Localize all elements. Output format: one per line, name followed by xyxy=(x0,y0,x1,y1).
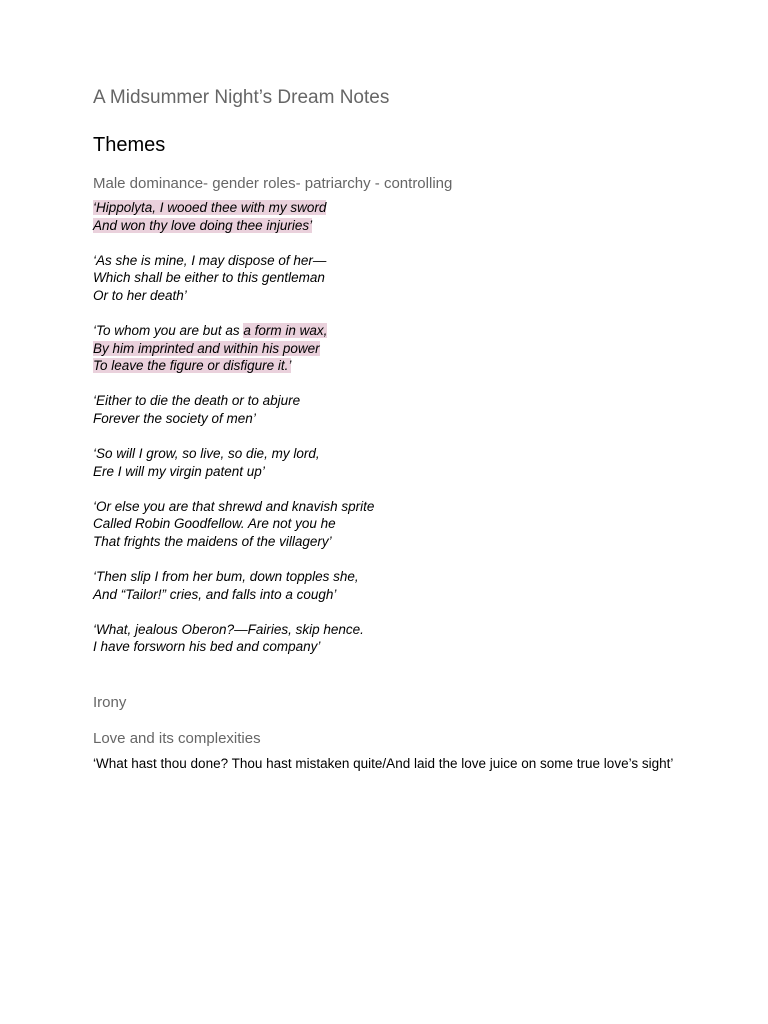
highlighted-text: To leave the figure or disfigure it.’ xyxy=(93,358,292,374)
quote-text: I have forsworn his bed and company’ xyxy=(93,639,321,655)
highlighted-text: ‘Hippolyta, I wooed thee with my sword xyxy=(93,200,327,215)
quote-text: ‘What, jealous Oberon?—Fairies, skip hence. xyxy=(93,621,364,637)
quote-line xyxy=(93,199,693,217)
irony-heading: Irony xyxy=(93,694,127,711)
quote-block xyxy=(93,199,693,234)
quote-line xyxy=(93,533,693,551)
quote-line xyxy=(93,498,693,516)
quote-text: And “Tailor!” cries, and falls into a cough’ xyxy=(93,586,337,602)
quote-text: Forever the society of men’ xyxy=(93,410,256,426)
highlighted-text: a form in wax, xyxy=(243,322,328,338)
highlighted-text: And won thy love doing thee injuries’ xyxy=(93,217,313,233)
quote-text: ‘Or else you are that shrewd and knavish sprite xyxy=(93,498,375,514)
quote-line xyxy=(93,287,693,305)
quote-block xyxy=(93,498,693,551)
quote-block xyxy=(93,252,693,305)
quote-list xyxy=(93,199,693,673)
love-heading: Love and its complexities xyxy=(93,730,261,747)
quote-text: ‘So will I grow, so live, so die, my lord, xyxy=(93,445,320,461)
quote-line xyxy=(93,586,693,604)
quote-text: Ere I will my virgin patent up’ xyxy=(93,463,265,479)
quote-line xyxy=(93,357,693,375)
quote-text: ‘Either to die the death or to abjure xyxy=(93,393,301,409)
quote-line xyxy=(93,638,693,656)
quote-text: Or to her death’ xyxy=(93,287,187,303)
quote-line xyxy=(93,463,693,481)
quote-line xyxy=(93,322,693,340)
quote-line xyxy=(93,252,693,270)
quote-text: ‘As she is mine, I may dispose of her— xyxy=(93,252,327,268)
quote-block xyxy=(93,621,693,656)
male-dominance-heading: Male dominance- gender roles- patriarchy - controlling xyxy=(93,175,453,192)
quote-block xyxy=(93,322,693,375)
quote-line xyxy=(93,568,693,586)
quote-line xyxy=(93,269,693,287)
themes-heading: Themes xyxy=(93,134,166,156)
quote-text: Which shall be either to this gentleman xyxy=(93,270,325,286)
quote-block xyxy=(93,392,693,427)
love-quote: ‘What hast thou done? Thou hast mistaken quite/And laid the love juice on some true love’s sight’ xyxy=(93,756,674,771)
quote-text: ‘To whom you are but as xyxy=(93,322,244,338)
highlighted-text: By him imprinted and within his power xyxy=(93,340,320,356)
quote-block xyxy=(93,445,693,480)
quote-line xyxy=(93,340,693,358)
quote-line xyxy=(93,410,693,428)
quote-line xyxy=(93,515,693,533)
quote-text: That frights the maidens of the villagery’ xyxy=(93,533,332,549)
quote-text: Called Robin Goodfellow. Are not you he xyxy=(93,516,336,532)
quote-line xyxy=(93,621,693,639)
quote-line xyxy=(93,217,693,235)
quote-text: ‘Then slip I from her bum, down topples she, xyxy=(93,568,359,584)
quote-block xyxy=(93,568,693,603)
document-title: A Midsummer Night’s Dream Notes xyxy=(93,87,390,108)
quote-line xyxy=(93,445,693,463)
quote-line xyxy=(93,392,693,410)
